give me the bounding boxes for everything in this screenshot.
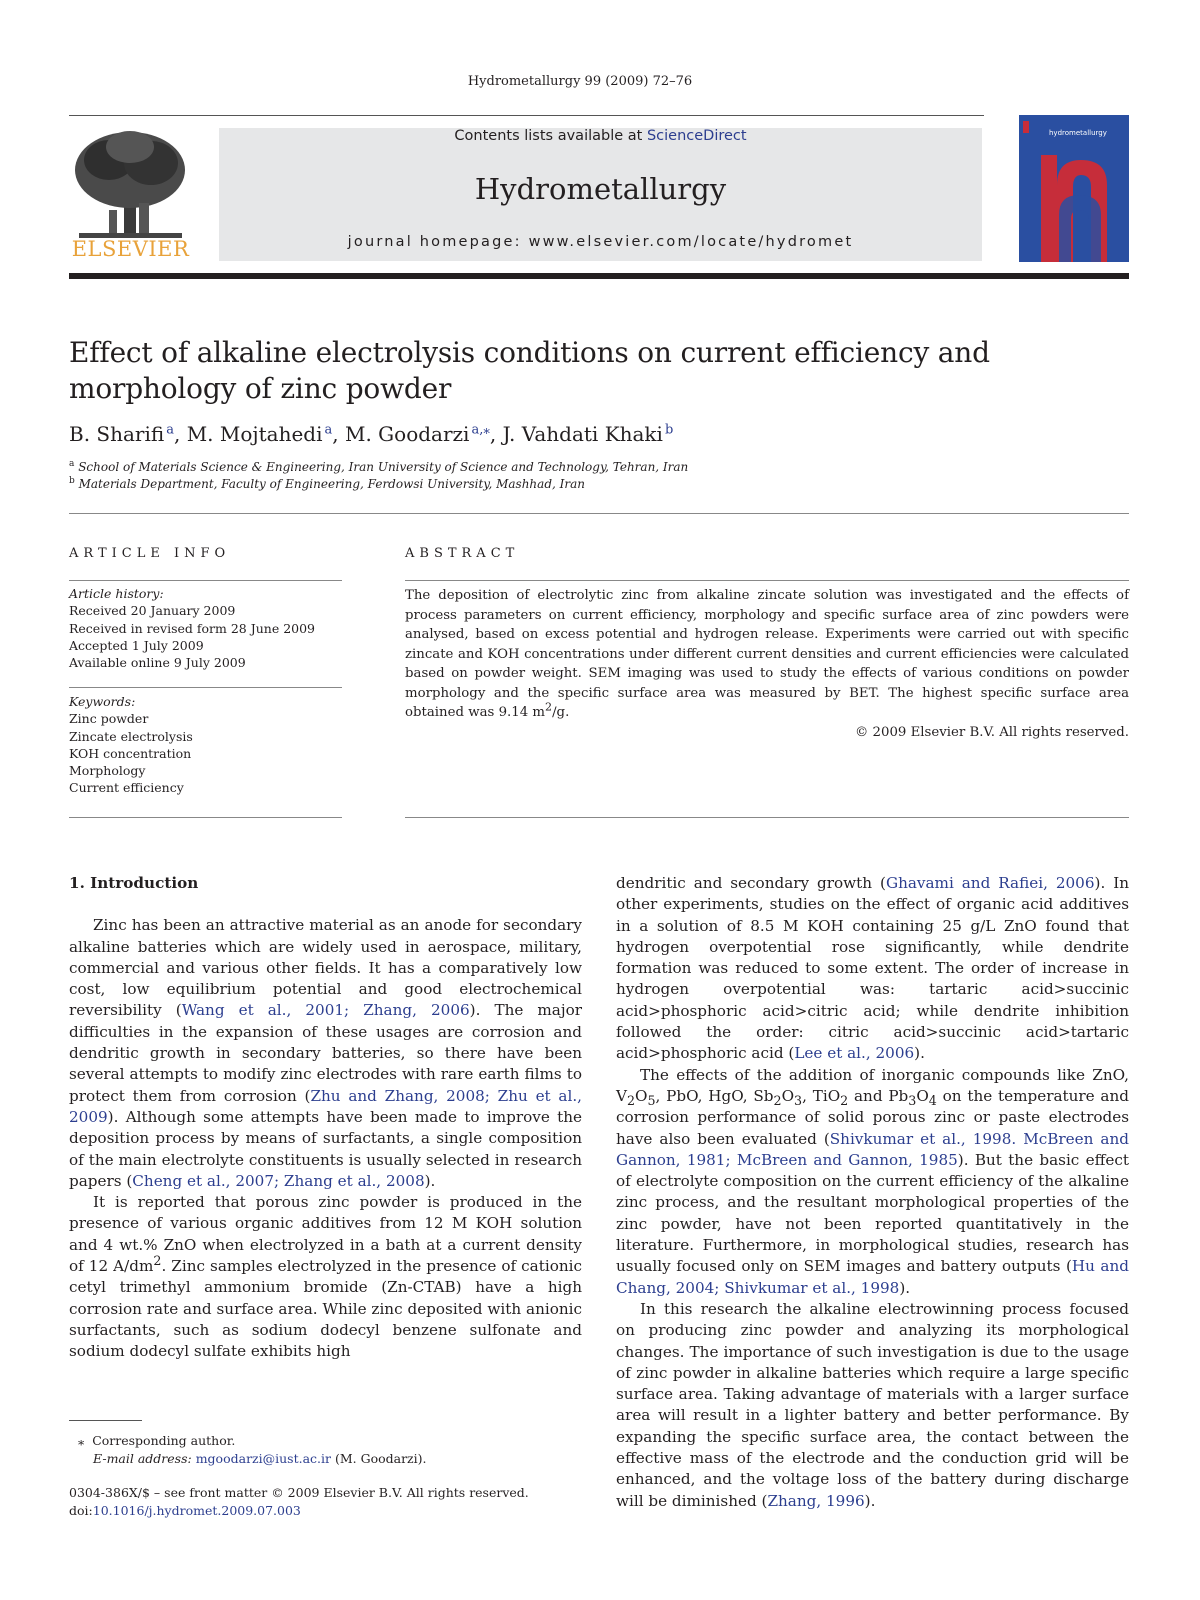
cover-hm-logo-icon <box>1019 115 1129 262</box>
author-affil-sup[interactable]: b <box>664 422 674 438</box>
text: O <box>916 1086 929 1105</box>
divider <box>405 817 1129 818</box>
subscript: 2 <box>626 1093 636 1108</box>
author-name: M. Mojtahedi <box>186 422 323 446</box>
divider <box>69 580 342 581</box>
footnote-corresponding <box>78 1432 578 1468</box>
footnote-text: Corresponding author. <box>92 1433 236 1448</box>
text: ). The major difficulties in the expansion of these usages are corrosion and dendritic growth in secondary batteries, so there have been several attempts to modify zinc electrodes with rare earth films to protect them from corrosion ( <box>69 1001 582 1105</box>
subscript: 3 <box>908 1093 917 1108</box>
affiliation <box>69 477 585 491</box>
author-list: B. Sharifi $^a$, M. Mojtahedi $^a$, M. Goodarzi $^{a,⁎}$, J. Vahdati Khaki $^b$ <box>69 422 674 446</box>
text: ). In other experiments, studies on the effect of organic acid additives in a solution of 8.5 M KOH containing 25 g/L ZnO found that hydrogen overpotential rose significantly, while dendrite formation was reduced to some extent. The order of increase in hydrogen overpotential was: tartaric acid>succinic acid>phosphoric acid>citric acid; while dendrite inhibition followed the order: citric acid>succinic acid>tartaric acid>phosphoric acid ( <box>616 874 1129 1063</box>
history-item: Received in revised form 28 June 2009 <box>69 620 316 636</box>
affiliation-text: School of Materials Science & Engineering, Iran University of Science and Technology, Tehran, Iran <box>78 460 689 474</box>
contents-line <box>219 128 982 144</box>
text: O <box>781 1086 795 1105</box>
section-heading: 1. Introduction <box>69 874 199 892</box>
abstract-text-end: /g. <box>552 705 570 720</box>
divider <box>69 687 342 688</box>
running-head: Hydrometallurgy 99 (2009) 72–76 <box>467 74 693 89</box>
keywords <box>69 693 342 797</box>
text: The effects of the addition of inorganic compounds like ZnO, V <box>616 1065 1129 1105</box>
author-affil-sup[interactable]: a <box>166 422 174 438</box>
abstract-copyright: © 2009 Elsevier B.V. All rights reserved. <box>855 724 1129 740</box>
text: , TiO <box>802 1086 841 1105</box>
sciencedirect-link[interactable]: ScienceDirect <box>646 128 747 144</box>
elsevier-logo <box>69 125 192 265</box>
issn-line: 0304-386X/$ – see front matter © 2009 Elsevier B.V. All rights reserved. <box>69 1485 529 1500</box>
text: dendritic and secondary growth ( <box>616 874 886 892</box>
journal-cover-image <box>1019 115 1129 262</box>
reference-link[interactable]: Ghavami and Rafiei, 2006 <box>885 874 1095 892</box>
affiliation-text: Materials Department, Faculty of Engineering, Ferdowsi University, Mashhad, Iran <box>78 477 585 491</box>
abstract-heading: ABSTRACT <box>405 546 520 561</box>
divider <box>69 817 342 818</box>
abstract-sup: 2 <box>545 700 553 714</box>
author-affil-sup[interactable]: a <box>324 422 333 438</box>
keyword: Current efficiency <box>69 780 184 796</box>
history-item: Available online 9 July 2009 <box>69 655 246 671</box>
front-matter <box>69 1484 669 1520</box>
paragraph <box>69 915 582 1192</box>
author-affil-sup[interactable]: a,⁎ <box>471 422 490 438</box>
history-item: Accepted 1 July 2009 <box>69 637 204 653</box>
doi-label: doi: <box>69 1503 93 1518</box>
footnote-rule <box>69 1420 142 1421</box>
affiliation <box>69 460 688 474</box>
keyword: Zincate electrolysis <box>69 728 193 744</box>
history-label: Article history: <box>69 586 164 601</box>
paragraph <box>616 873 1129 1065</box>
abstract-body <box>405 586 1129 742</box>
history-item: Received 20 January 2009 <box>69 603 236 619</box>
text: ). <box>864 1491 876 1510</box>
reference-link[interactable]: Cheng et al., 2007; Zhang et al., 2008 <box>132 1171 425 1190</box>
keyword: Morphology <box>69 763 146 779</box>
journal-title: Hydrometallurgy <box>474 172 727 206</box>
article-title: Effect of alkaline electrolysis conditions on current efficiency and morphology of zinc powder <box>69 336 990 405</box>
text: ). Although some attempts have been made to improve the deposition process by means of surfactants, a single composition of the main electrolyte constituents is usually selected in research papers ( <box>69 1107 582 1190</box>
keyword: Zinc powder <box>69 711 149 727</box>
publisher-name: ELSEVIER <box>71 237 190 261</box>
journal-banner <box>219 128 982 261</box>
paragraph <box>69 1192 582 1362</box>
text: ). But the basic effect of electrolyte composition on the current efficiency of the alkaline zinc process, and the resultant morphological properties of the zinc powder, have not been reported quantitatively in the literature. Furthermore, in morphological studies, research has usually focused only on SEM images and battery outputs ( <box>616 1150 1130 1276</box>
doi-link[interactable]: 10.1016/j.hydromet.2009.07.003 <box>92 1503 301 1518</box>
affiliation-sup: a <box>69 459 75 469</box>
contents-prefix: Contents lists available at <box>454 128 647 144</box>
author-name: B. Sharifi <box>69 422 165 446</box>
reference-link[interactable]: Lee et al., 2006 <box>794 1044 915 1063</box>
footnote-star: ⁎ <box>78 1433 85 1448</box>
email-label: E-mail address: <box>93 1451 196 1466</box>
subscript: 5 <box>647 1093 656 1108</box>
reference-link[interactable]: Hu and Chang, 2004; Shivkumar et al., 1998 <box>616 1257 1129 1297</box>
affiliation-sup: b <box>69 476 75 486</box>
author-name: J. Vahdati Khaki <box>502 422 663 446</box>
header-thick-rule <box>69 273 1129 279</box>
right-column <box>616 873 1129 1512</box>
text: O <box>635 1086 648 1105</box>
author-name: M. Goodarzi <box>344 422 470 446</box>
article-history <box>69 585 342 671</box>
reference-link[interactable]: Shivkumar et al., 1998. McBreen and Gannon, 1981; McBreen and Gannon, 1985 <box>616 1129 1129 1169</box>
keywords-label: Keywords: <box>69 694 136 709</box>
text: ). <box>424 1171 436 1190</box>
subscript: 4 <box>928 1093 937 1108</box>
reference-link[interactable]: Wang et al., 2001; Zhang, 2006 <box>181 1001 470 1020</box>
text: It is reported that porous zinc powder is produced in the presence of various organic additives from 12 M KOH solution and 4 wt.% ZnO when electrolyzed in a bath at a current density of 12 A/dm <box>69 1193 582 1276</box>
cover-label: hydrometallurgy <box>1049 129 1107 137</box>
text: Zinc has been an attractive material as an anode for secondary alkaline batteries which are widely used in aerospace, military, commercial and various other fields. It has a comparatively low cost, low equilibrium potential and good electrochemical reversibility ( <box>69 916 582 1020</box>
text: ). <box>914 1044 925 1063</box>
text: . Zinc samples electrolyzed in the presence of cationic cetyl trimethyl ammonium bromide (Zn-CTAB) have a high corrosion rate and surface area. While zinc deposited with anionic surfactants, such as sodium dodecyl benzene sulfonate and sodium dodecyl sulfate exhibits high <box>69 1257 582 1361</box>
text: , PbO, HgO, Sb <box>655 1086 774 1105</box>
paragraph <box>616 1299 1129 1512</box>
subscript: 3 <box>794 1093 803 1108</box>
email-owner: (M. Goodarzi). <box>330 1451 427 1466</box>
reference-link[interactable]: Zhang, 1996 <box>767 1491 865 1510</box>
top-rule <box>69 115 984 116</box>
keyword: KOH concentration <box>69 745 192 761</box>
email-link[interactable]: mgoodarzi@iust.ac.ir <box>195 1451 331 1466</box>
reference-link[interactable]: Zhu and Zhang, 2008; Zhu et al., 2009 <box>69 1086 583 1126</box>
text: ). <box>899 1278 911 1297</box>
left-column <box>69 873 582 1363</box>
journal-homepage[interactable]: journal homepage: www.elsevier.com/locate/hydromet <box>347 234 854 250</box>
article-info-heading: ARTICLE INFO <box>69 546 231 561</box>
divider <box>405 580 1129 581</box>
superscript: 2 <box>153 1252 162 1268</box>
subscript: 2 <box>840 1093 849 1108</box>
abstract-text: The deposition of electrolytic zinc from alkaline zincate solution was investigated and the effects of process parameters on current efficiency, morphology and specific surface area of zinc powders were analysed, based on excess potential and hydrogen release. Experiments were carried out with specific zincate and KOH concentrations under different current densities and current efficiencies were calculated based on powder weight. SEM imaging was used to study the effects of various conditions on powder morphology and the specific surface area was measured by BET. The highest specific surface area obtained was 9.14 m <box>405 588 1129 720</box>
text: In this research the alkaline electrowinning process focused on producing zinc powder and analyzing its morphological changes. The importance of such investigation is due to the usage of zinc powder in alkaline batteries which require a large specific surface area. Taking advantage of materials with a larger surface area will result in a lighter battery and better performance. By expanding the specific surface area, the contact between the effective mass of the electrode and the conduction grid will be enhanced, and the voltage loss of the battery during discharge will be diminished ( <box>616 1299 1129 1510</box>
text: and Pb <box>848 1086 909 1105</box>
text: on the temperature and corrosion performance of solid porous zinc or paste electrodes have also been evaluated ( <box>616 1086 1129 1148</box>
divider <box>69 513 1129 514</box>
subscript: 2 <box>773 1093 782 1108</box>
paragraph <box>616 1065 1129 1299</box>
